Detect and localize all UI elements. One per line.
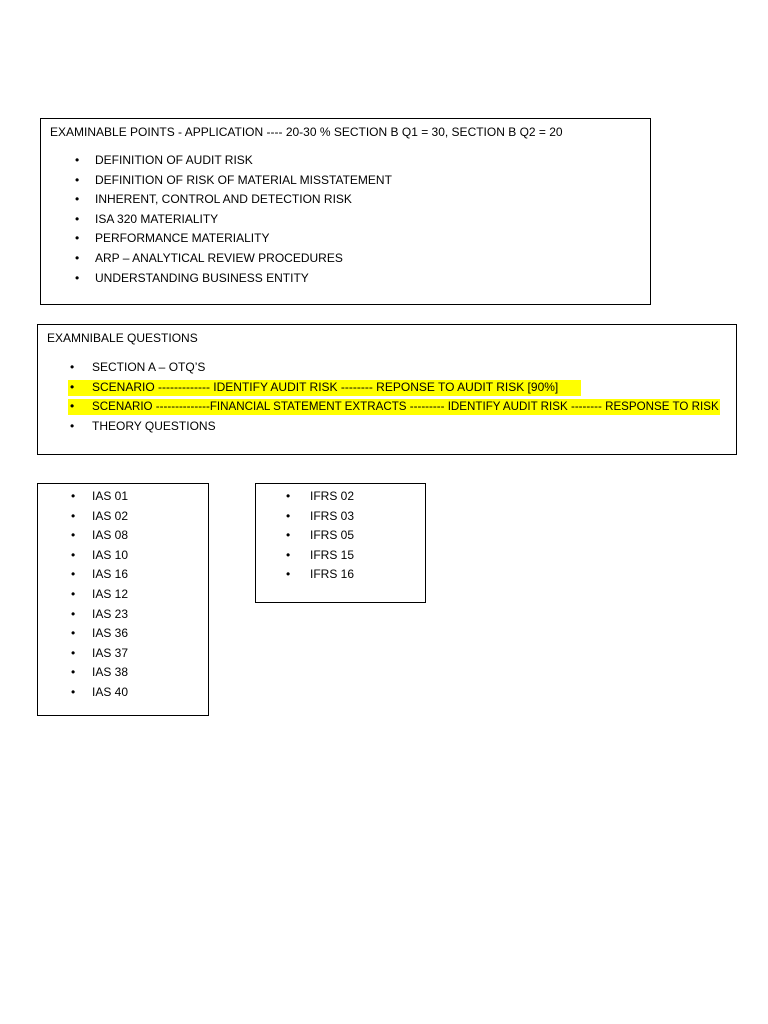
list-item-highlighted [38,378,736,398]
list-item-text: IFRS 16 [310,567,355,582]
list-item [38,644,208,664]
ias-standards-list [38,487,208,703]
list-item-text: IAS 40 [92,684,129,699]
bullet-icon: • [286,567,291,582]
bullet-icon: • [286,547,291,562]
list-item-highlighted [38,397,736,417]
list-item-text: IFRS 05 [310,528,355,543]
bullet-icon: • [75,231,80,246]
list-item [38,585,208,605]
examinable-points-title: EXAMINABLE POINTS - APPLICATION ---- 20-30 % SECTION B Q1 = 30, SECTION B Q2 = 20 [50,125,563,139]
list-item-text: IFRS 15 [310,547,355,562]
list-item-text: DEFINITION OF AUDIT RISK [95,153,253,167]
list-item [256,565,425,585]
list-item-text: SCENARIO ------------- IDENTIFY AUDIT RISK -------- REPONSE TO AUDIT RISK [90%] [92,379,559,394]
examinable-points-box [40,118,651,305]
ifrs-standards-box [255,483,426,603]
bullet-icon: • [71,567,76,582]
list-item-text: THEORY QUESTIONS [92,418,216,433]
list-item-text: IAS 10 [92,547,129,562]
bullet-icon: • [75,250,80,265]
bullet-icon: • [70,360,75,374]
list-item [38,663,208,683]
list-item [38,358,736,378]
list-item [41,210,650,230]
bullet-icon: • [70,379,75,394]
list-item-text: IAS 01 [92,489,129,503]
list-item-text: UNDERSTANDING BUSINESS ENTITY [95,270,309,285]
list-item-text: IAS 16 [92,567,129,582]
bullet-icon: • [71,626,76,641]
list-item [38,683,208,703]
list-item [38,487,208,507]
bullet-icon: • [71,528,76,543]
bullet-icon: • [71,665,76,680]
list-item [41,190,650,210]
list-item-text: DEFINITION OF RISK OF MATERIAL MISSTATEMENT [95,172,392,187]
bullet-icon: • [71,508,76,523]
list-item-text: IFRS 02 [310,489,355,503]
list-item-text: IAS 02 [92,508,129,523]
list-item [38,565,208,585]
bullet-icon: • [286,528,291,543]
list-item [41,151,650,171]
list-item [38,605,208,625]
list-item-text: INHERENT, CONTROL AND DETECTION RISK [95,192,352,207]
list-item [41,269,650,289]
list-item-text: IAS 12 [92,586,129,601]
bullet-icon: • [75,172,80,187]
bullet-icon: • [75,153,80,167]
examinable-questions-list [38,358,736,436]
bullet-icon: • [286,489,291,503]
list-item [256,526,425,546]
list-item-text: IAS 37 [92,645,129,660]
examinable-points-list [41,151,650,288]
list-item-text: ISA 320 MATERIALITY [95,211,219,226]
list-item [41,229,650,249]
bullet-icon: • [286,508,291,523]
list-item [38,546,208,566]
list-item-text: ARP – ANALYTICAL REVIEW PROCEDURES [95,250,343,265]
list-item-text: IAS 36 [92,626,129,641]
list-item [256,546,425,566]
list-item-text: IAS 23 [92,606,129,621]
examinable-questions-box [37,324,737,455]
bullet-icon: • [75,211,80,226]
bullet-icon: • [75,270,80,285]
bullet-icon: • [71,645,76,660]
bullet-icon: • [71,547,76,562]
bullet-icon: • [75,192,80,207]
list-item [256,487,425,507]
ias-standards-box [37,483,209,716]
list-item [256,507,425,527]
list-item [41,171,650,191]
list-item-text: IAS 38 [92,665,129,680]
bullet-icon: • [70,418,75,433]
list-item-text: SCENARIO --------------FINANCIAL STATEMENT EXTRACTS --------- IDENTIFY AUDIT RISK -------- RESPONSE TO RISK [92,400,719,414]
list-item [38,417,736,437]
bullet-icon: • [71,586,76,601]
list-item [41,249,650,269]
ifrs-standards-list [256,487,425,585]
list-item-text: SECTION A – OTQ’S [92,360,206,374]
bullet-icon: • [71,489,76,503]
bullet-icon: • [71,684,76,699]
bullet-icon: • [70,399,75,414]
list-item [38,624,208,644]
bullet-icon: • [71,606,76,621]
list-item [38,526,208,546]
examinable-questions-title: EXAMNIBALE QUESTIONS [47,331,198,345]
list-item-text: IAS 08 [92,528,129,543]
list-item-text: PERFORMANCE MATERIALITY [95,231,270,246]
list-item [38,507,208,527]
list-item-text: IFRS 03 [310,508,355,523]
